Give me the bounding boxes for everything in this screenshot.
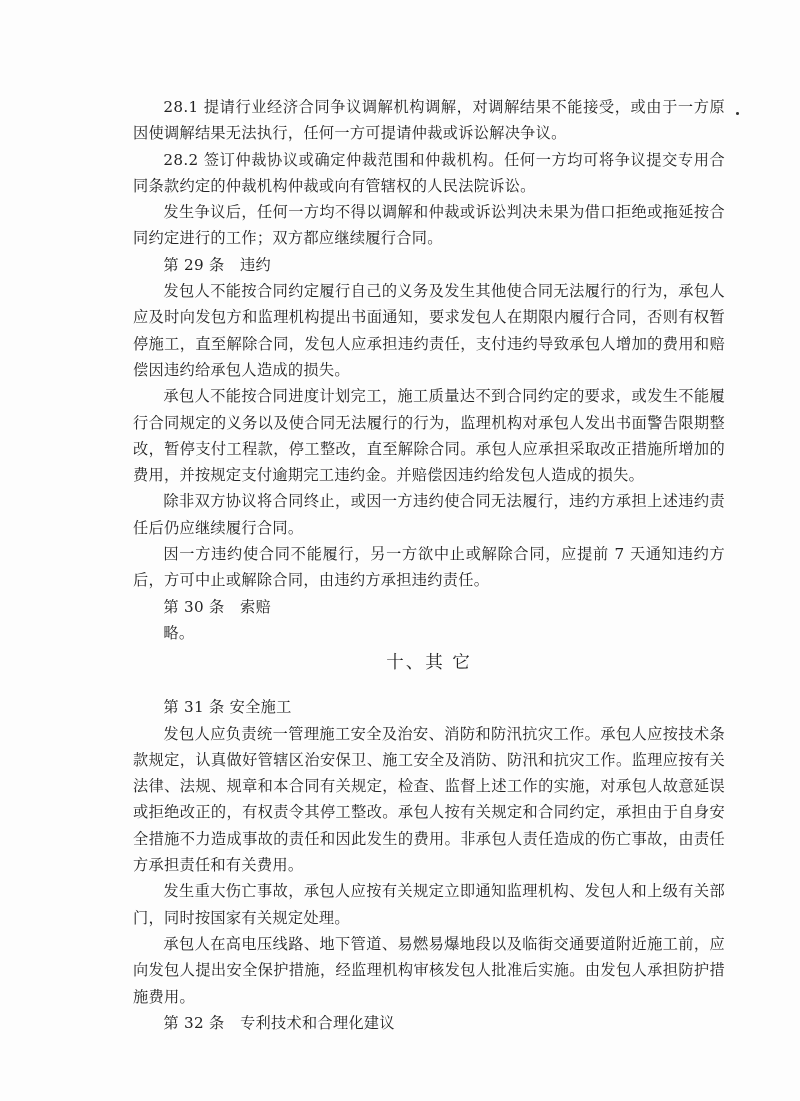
section-title: 十、其 它 bbox=[386, 653, 472, 674]
dispute-continuation-paragraph: 发生争议后，任何一方均不得以调解和仲裁或诉讼判决未果为借口拒绝或拖延按合同约定进行的工作；双方都应继续履行合同。 bbox=[133, 203, 725, 248]
termination-notice-paragraph: 因一方违约使合同不能履行，另一方欲中止或解除合同，应提前 7 天通知违约方后，方可中止或解除合同，由违约方承担违约责任。 bbox=[133, 545, 725, 590]
contractor-breach-paragraph: 承包人不能按合同进度计划完工，施工质量达不到合同约定的要求，或发生不能履行合同规定的义务以及使合同无法履行的行为，监理机构对承包人发出书面警告限期整改，暂停支付工程款，停工整改，直至解除合同。承包人应承担采取改正措施所增加的费用，并按规定支付逾期完工违约金。并赔偿因违约给发包人造成的损失。 bbox=[133, 387, 725, 485]
employer-breach-paragraph: 发包人不能按合同约定履行自己的义务及发生其他使合同无法履行的行为，承包人应及时向发包方和监理机构提出书面通知，要求发包人在期限内履行合同，否则有权暂停施工，直至解除合同，发包人应承担违约责任，支付违约导致承包人增加的费用和赔偿因违约给承包人造成的损失。 bbox=[133, 282, 725, 379]
document-body bbox=[133, 94, 725, 1036]
scan-speck bbox=[736, 112, 739, 115]
clause-28-2: 28.2 签订仲裁协议或确定仲裁范围和仲裁机构。任何一方均可将争议提交专用合同条款约定的仲裁机构仲裁或向有管辖权的人民法院诉讼。 bbox=[133, 150, 725, 195]
article-30-heading: 第 30 条 索赔 bbox=[163, 597, 272, 616]
article-29-heading: 第 29 条 违约 bbox=[163, 255, 272, 274]
article-31-heading: 第 31 条 安全施工 bbox=[163, 698, 292, 717]
hazard-area-paragraph: 承包人在高电压线路、地下管道、易燃易爆地段以及临街交通要道附近施工前，应向发包人提出安全保护措施，经监理机构审核发包人批准后实施。由发包人承担防护措施费用。 bbox=[133, 934, 725, 1006]
continue-performance-paragraph: 除非双方协议将合同终止，或因一方违约使合同无法履行，违约方承担上述违约责任后仍应继续履行合同。 bbox=[133, 492, 725, 537]
safety-responsibility-paragraph: 发包人应负责统一管理施工安全及治安、消防和防汛抗灾工作。承包人应按技术条款规定，认真做好管辖区治安保卫、施工安全及消防、防汛和抗灾工作。监理应按有关法律、法规、规章和本合同有关规定，检查、监督上述工作的实施，对承包人故意延误或拒绝改正的，有权责令其停工整改。承包人按有关规定和合同约定，承担由于自身安全措施不力造成事故的责任和因此发生的费用。非承包人责任造成的伤亡事故，由责任方承担责任和有关费用。 bbox=[133, 724, 725, 875]
article-30-body: 略。 bbox=[163, 623, 195, 642]
major-accident-paragraph: 发生重大伤亡事故，承包人应按有关规定立即通知监理机构、发包人和上级有关部门，同时按国家有关规定处理。 bbox=[133, 882, 725, 927]
article-32-heading: 第 32 条 专利技术和合理化建议 bbox=[163, 1013, 395, 1032]
clause-28-1: 28.1 提请行业经济合同争议调解机构调解，对调解结果不能接受，或由于一方原因使调解结果无法执行，任何一方可提请仲裁或诉讼解决争议。 bbox=[133, 98, 725, 143]
